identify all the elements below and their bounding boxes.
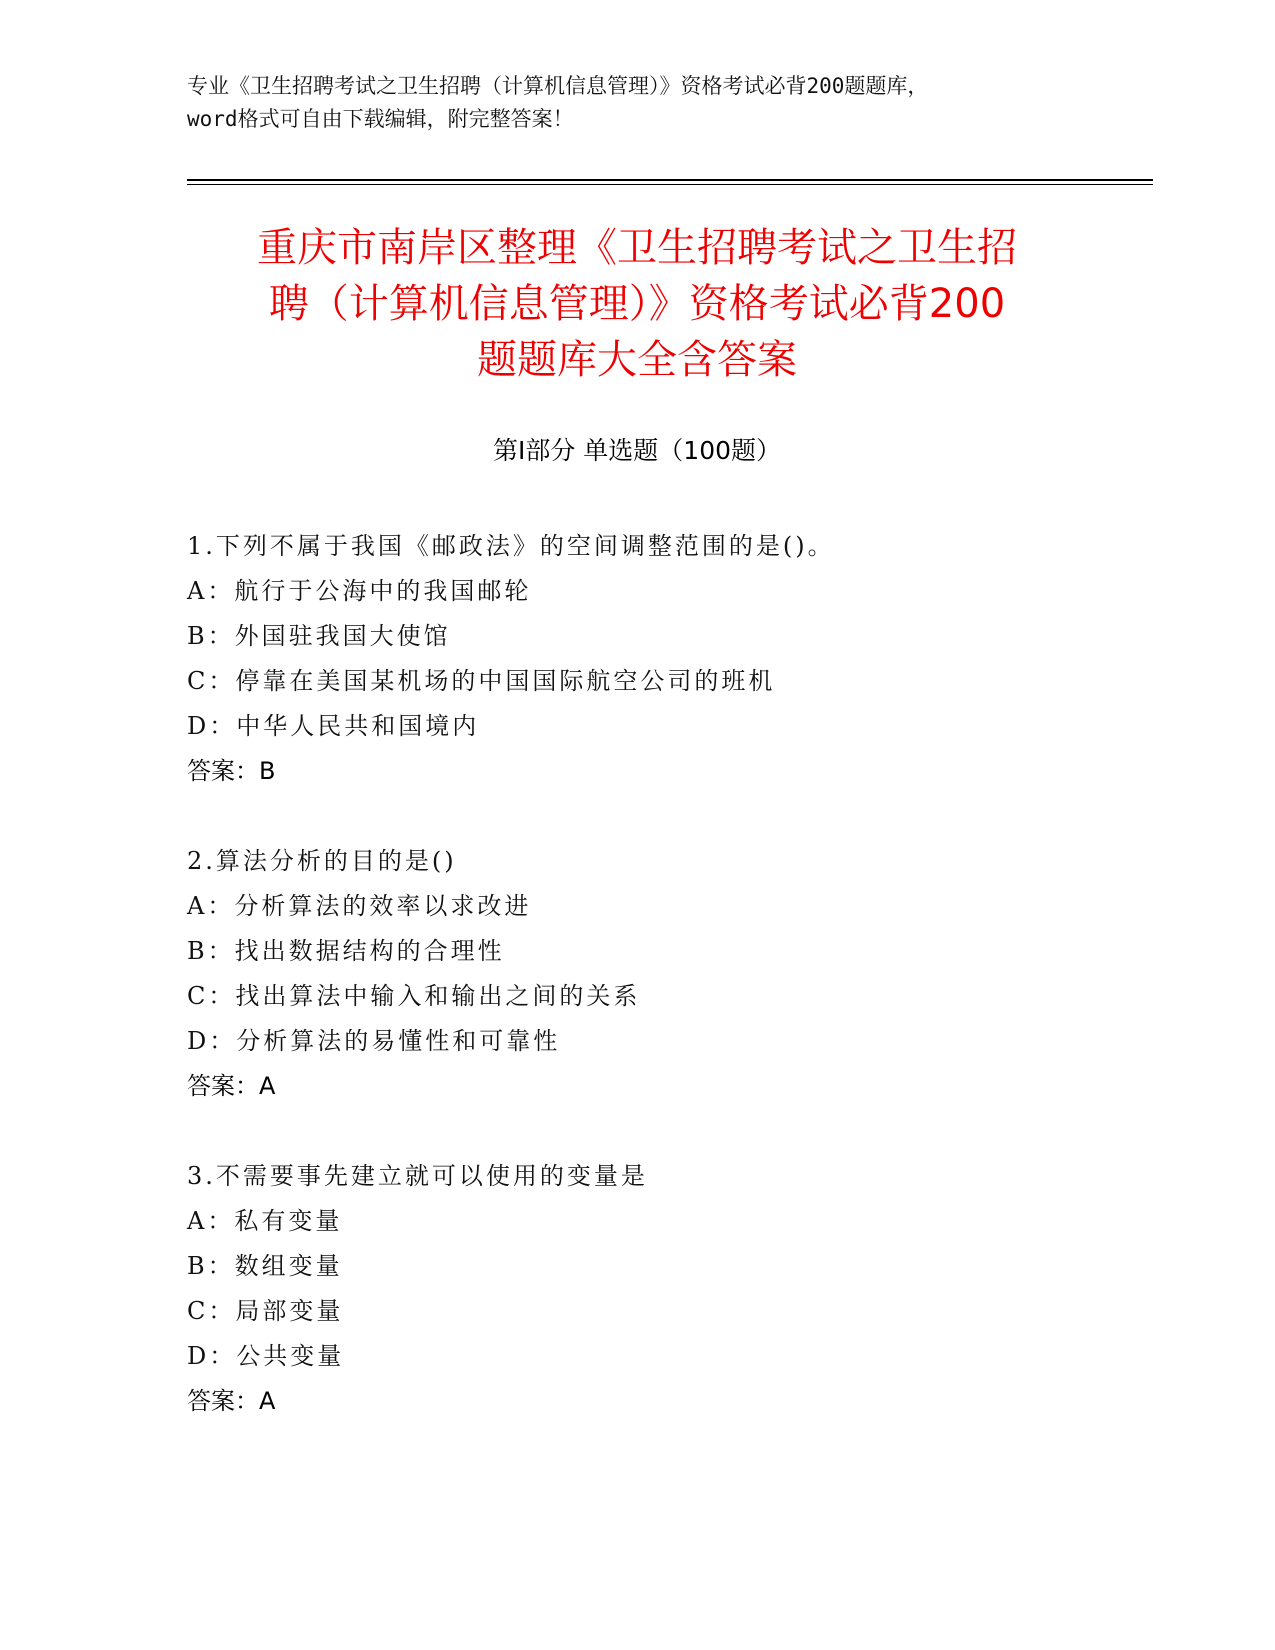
question-item: [187, 1154, 1127, 1424]
question-stem: 2.算法分析的目的是(): [187, 847, 457, 875]
option-d: D：公共变量: [187, 1342, 345, 1370]
question-stem: 3.不需要事先建立就可以使用的变量是: [187, 1162, 648, 1190]
header-line-2: word格式可自由下载编辑，附完整答案！: [187, 107, 574, 131]
option-b: B：找出数据结构的合理性: [187, 937, 505, 965]
option-c: C：停靠在美国某机场的中国国际航空公司的班机: [187, 667, 776, 695]
question-item: [187, 524, 1127, 794]
option-c: C：局部变量: [187, 1297, 344, 1325]
header-divider-thick: [187, 179, 1153, 181]
answer-line: 答案：A: [187, 1072, 276, 1100]
title-line-1: 重庆市南岸区整理《卫生招聘考试之卫生招: [257, 225, 1017, 271]
option-d: D：分析算法的易懂性和可靠性: [187, 1027, 561, 1055]
option-a: A：分析算法的效率以求改进: [187, 892, 532, 920]
question-stem: 1.下列不属于我国《邮政法》的空间调整范围的是()。: [187, 532, 835, 560]
option-a: A：航行于公海中的我国邮轮: [187, 577, 532, 605]
answer-line: 答案：A: [187, 1387, 276, 1415]
header-note: [187, 70, 1087, 136]
document-title: [187, 220, 1087, 388]
option-b: B：数组变量: [187, 1252, 343, 1280]
option-c: C：找出算法中输入和输出之间的关系: [187, 982, 641, 1010]
option-b: B：外国驻我国大使馆: [187, 622, 451, 650]
question-item: [187, 839, 1127, 1109]
title-line-3: 题题库大全含答案: [477, 337, 797, 383]
answer-line: 答案：B: [187, 757, 276, 785]
header-line-1: 专业《卫生招聘考试之卫生招聘（计算机信息管理）》资格考试必背200题题库，: [187, 74, 929, 98]
option-a: A：私有变量: [187, 1207, 343, 1235]
title-line-2: 聘（计算机信息管理）》资格考试必背200: [268, 281, 1006, 327]
header-divider-thin: [187, 184, 1153, 185]
option-d: D：中华人民共和国境内: [187, 712, 480, 740]
section-heading: 第Ⅰ部分 单选题（100题）: [492, 436, 782, 465]
question-list: [187, 524, 1127, 1469]
